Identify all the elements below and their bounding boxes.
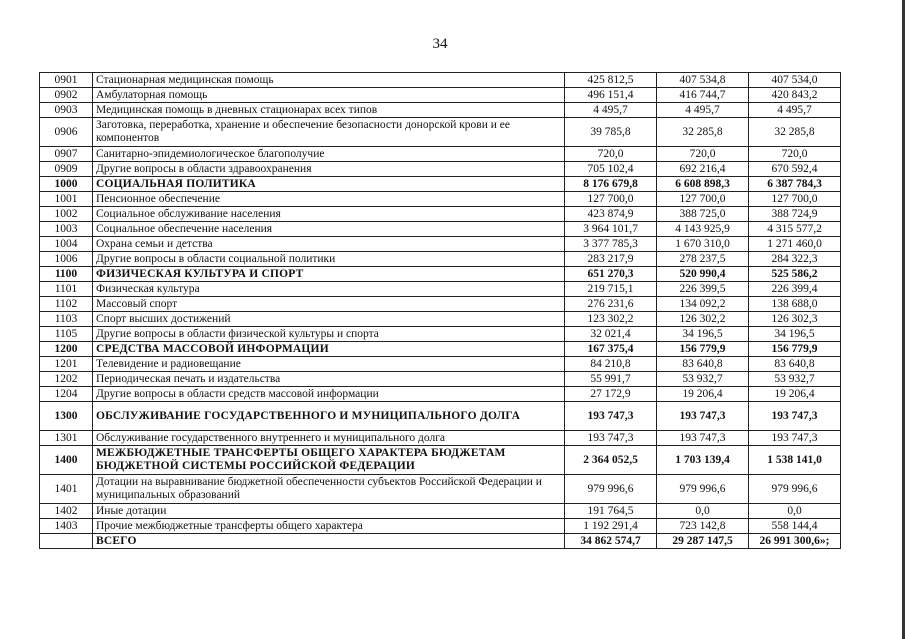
row-value-2: 416 744,7 bbox=[657, 88, 749, 103]
row-name: Телевидение и радиовещание bbox=[93, 357, 565, 372]
table-row bbox=[40, 519, 841, 534]
row-code: 0906 bbox=[40, 118, 93, 147]
row-code: 0907 bbox=[40, 147, 93, 162]
row-name: Другие вопросы в области физической культуры и спорта bbox=[93, 327, 565, 342]
row-value-3: 670 592,4 bbox=[749, 162, 841, 177]
row-code: 1300 bbox=[40, 402, 93, 431]
row-value-3: 388 724,9 bbox=[749, 207, 841, 222]
row-value-3: 0,0 bbox=[749, 504, 841, 519]
table-row bbox=[40, 534, 841, 549]
table-row bbox=[40, 357, 841, 372]
row-value-3: 19 206,4 bbox=[749, 387, 841, 402]
row-code: 1204 bbox=[40, 387, 93, 402]
row-value-2: 32 285,8 bbox=[657, 118, 749, 147]
row-value-3: 1 271 460,0 bbox=[749, 237, 841, 252]
row-value-1: 167 375,4 bbox=[565, 342, 657, 357]
budget-table-body bbox=[40, 73, 841, 549]
row-code: 1105 bbox=[40, 327, 93, 342]
table-row bbox=[40, 372, 841, 387]
row-value-2: 156 779,9 bbox=[657, 342, 749, 357]
table-row bbox=[40, 267, 841, 282]
row-name: Массовый спорт bbox=[93, 297, 565, 312]
row-name: Заготовка, переработка, хранение и обеспечение безопасности донорской крови и ее компонентов bbox=[93, 118, 565, 147]
table-row bbox=[40, 103, 841, 118]
row-value-3: 420 843,2 bbox=[749, 88, 841, 103]
row-value-2: 723 142,8 bbox=[657, 519, 749, 534]
row-value-1: 123 302,2 bbox=[565, 312, 657, 327]
row-value-1: 39 785,8 bbox=[565, 118, 657, 147]
row-value-3: 979 996,6 bbox=[749, 475, 841, 504]
row-value-2: 83 640,8 bbox=[657, 357, 749, 372]
row-value-3: 525 586,2 bbox=[749, 267, 841, 282]
row-name: СРЕДСТВА МАССОВОЙ ИНФОРМАЦИИ bbox=[93, 342, 565, 357]
table-row bbox=[40, 237, 841, 252]
row-name: Иные дотации bbox=[93, 504, 565, 519]
row-value-3: 156 779,9 bbox=[749, 342, 841, 357]
row-name: Другие вопросы в области социальной политики bbox=[93, 252, 565, 267]
row-value-2: 1 670 310,0 bbox=[657, 237, 749, 252]
row-code: 1003 bbox=[40, 222, 93, 237]
row-value-3: 226 399,4 bbox=[749, 282, 841, 297]
row-value-1: 34 862 574,7 bbox=[565, 534, 657, 549]
row-value-2: 979 996,6 bbox=[657, 475, 749, 504]
table-row bbox=[40, 177, 841, 192]
row-value-1: 423 874,9 bbox=[565, 207, 657, 222]
row-code: 1004 bbox=[40, 237, 93, 252]
table-row bbox=[40, 73, 841, 88]
table-row bbox=[40, 387, 841, 402]
row-code: 1101 bbox=[40, 282, 93, 297]
row-value-3: 4 315 577,2 bbox=[749, 222, 841, 237]
row-value-1: 3 377 785,3 bbox=[565, 237, 657, 252]
row-value-3: 6 387 784,3 bbox=[749, 177, 841, 192]
row-value-1: 4 495,7 bbox=[565, 103, 657, 118]
row-name: Другие вопросы в области средств массовой информации bbox=[93, 387, 565, 402]
row-value-1: 193 747,3 bbox=[565, 402, 657, 431]
row-value-3: 32 285,8 bbox=[749, 118, 841, 147]
row-value-2: 126 302,2 bbox=[657, 312, 749, 327]
row-value-3: 558 144,4 bbox=[749, 519, 841, 534]
table-row bbox=[40, 312, 841, 327]
budget-table bbox=[39, 72, 841, 549]
row-name: Пенсионное обеспечение bbox=[93, 192, 565, 207]
row-value-2: 193 747,3 bbox=[657, 431, 749, 446]
row-value-3: 138 688,0 bbox=[749, 297, 841, 312]
row-name: Другие вопросы в области здравоохранения bbox=[93, 162, 565, 177]
row-value-3: 4 495,7 bbox=[749, 103, 841, 118]
row-value-2: 4 143 925,9 bbox=[657, 222, 749, 237]
row-name: Дотации на выравнивание бюджетной обеспеченности субъектов Российской Федерации и муниципальных образований bbox=[93, 475, 565, 504]
row-value-3: 126 302,3 bbox=[749, 312, 841, 327]
row-name: Медицинская помощь в дневных стационарах всех типов bbox=[93, 103, 565, 118]
row-value-1: 651 270,3 bbox=[565, 267, 657, 282]
row-code: 1202 bbox=[40, 372, 93, 387]
row-value-3: 720,0 bbox=[749, 147, 841, 162]
row-name: ВСЕГО bbox=[93, 534, 565, 549]
table-row bbox=[40, 147, 841, 162]
row-value-2: 407 534,8 bbox=[657, 73, 749, 88]
row-name: Физическая культура bbox=[93, 282, 565, 297]
row-name: Периодическая печать и издательства bbox=[93, 372, 565, 387]
row-value-2: 0,0 bbox=[657, 504, 749, 519]
row-code: 1400 bbox=[40, 446, 93, 475]
row-name: Социальное обеспечение населения bbox=[93, 222, 565, 237]
table-row bbox=[40, 475, 841, 504]
row-value-3: 26 991 300,6»; bbox=[749, 534, 841, 549]
row-value-1: 27 172,9 bbox=[565, 387, 657, 402]
row-value-1: 425 812,5 bbox=[565, 73, 657, 88]
row-value-3: 83 640,8 bbox=[749, 357, 841, 372]
row-value-2: 29 287 147,5 bbox=[657, 534, 749, 549]
row-code: 1102 bbox=[40, 297, 93, 312]
row-code: 1002 bbox=[40, 207, 93, 222]
row-value-1: 2 364 052,5 bbox=[565, 446, 657, 475]
row-value-1: 979 996,6 bbox=[565, 475, 657, 504]
row-value-1: 1 192 291,4 bbox=[565, 519, 657, 534]
row-value-1: 84 210,8 bbox=[565, 357, 657, 372]
page-number: 34 bbox=[432, 36, 448, 52]
row-value-1: 193 747,3 bbox=[565, 431, 657, 446]
row-value-1: 219 715,1 bbox=[565, 282, 657, 297]
row-code: 0902 bbox=[40, 88, 93, 103]
table-row bbox=[40, 118, 841, 147]
row-name: Охрана семьи и детства bbox=[93, 237, 565, 252]
table-row bbox=[40, 342, 841, 357]
row-value-2: 127 700,0 bbox=[657, 192, 749, 207]
row-value-1: 720,0 bbox=[565, 147, 657, 162]
row-code: 1100 bbox=[40, 267, 93, 282]
row-value-2: 19 206,4 bbox=[657, 387, 749, 402]
row-name: Спорт высших достижений bbox=[93, 312, 565, 327]
row-value-2: 388 725,0 bbox=[657, 207, 749, 222]
table-row bbox=[40, 297, 841, 312]
row-value-3: 284 322,3 bbox=[749, 252, 841, 267]
table-row bbox=[40, 446, 841, 475]
row-code: 0903 bbox=[40, 103, 93, 118]
row-name: Санитарно-эпидемиологическое благополучие bbox=[93, 147, 565, 162]
table-row bbox=[40, 504, 841, 519]
row-name: Стационарная медицинская помощь bbox=[93, 73, 565, 88]
row-code: 1201 bbox=[40, 357, 93, 372]
row-value-1: 705 102,4 bbox=[565, 162, 657, 177]
row-value-1: 8 176 679,8 bbox=[565, 177, 657, 192]
row-value-1: 496 151,4 bbox=[565, 88, 657, 103]
row-code: 0901 bbox=[40, 73, 93, 88]
row-value-2: 53 932,7 bbox=[657, 372, 749, 387]
row-value-2: 520 990,4 bbox=[657, 267, 749, 282]
row-code: 1401 bbox=[40, 475, 93, 504]
row-value-1: 283 217,9 bbox=[565, 252, 657, 267]
row-value-3: 1 538 141,0 bbox=[749, 446, 841, 475]
row-value-1: 191 764,5 bbox=[565, 504, 657, 519]
row-value-2: 278 237,5 bbox=[657, 252, 749, 267]
table-row bbox=[40, 88, 841, 103]
row-name: Прочие межбюджетные трансферты общего характера bbox=[93, 519, 565, 534]
row-value-3: 34 196,5 bbox=[749, 327, 841, 342]
row-code: 1001 bbox=[40, 192, 93, 207]
row-value-2: 6 608 898,3 bbox=[657, 177, 749, 192]
row-name: СОЦИАЛЬНАЯ ПОЛИТИКА bbox=[93, 177, 565, 192]
table-row bbox=[40, 252, 841, 267]
table-row bbox=[40, 327, 841, 342]
row-value-1: 127 700,0 bbox=[565, 192, 657, 207]
row-code: 0909 bbox=[40, 162, 93, 177]
row-value-2: 34 196,5 bbox=[657, 327, 749, 342]
row-value-3: 53 932,7 bbox=[749, 372, 841, 387]
table-row bbox=[40, 402, 841, 431]
row-code: 1103 bbox=[40, 312, 93, 327]
row-name: Социальное обслуживание населения bbox=[93, 207, 565, 222]
row-value-3: 407 534,0 bbox=[749, 73, 841, 88]
table-row bbox=[40, 192, 841, 207]
row-code: 1301 bbox=[40, 431, 93, 446]
row-value-2: 1 703 139,4 bbox=[657, 446, 749, 475]
row-code: 1402 bbox=[40, 504, 93, 519]
row-value-1: 32 021,4 bbox=[565, 327, 657, 342]
row-code bbox=[40, 534, 93, 549]
row-value-3: 127 700,0 bbox=[749, 192, 841, 207]
row-code: 1006 bbox=[40, 252, 93, 267]
table-row bbox=[40, 282, 841, 297]
row-value-2: 692 216,4 bbox=[657, 162, 749, 177]
row-name: МЕЖБЮДЖЕТНЫЕ ТРАНСФЕРТЫ ОБЩЕГО ХАРАКТЕРА БЮДЖЕТАМ БЮДЖЕТНОЙ СИСТЕМЫ РОССИЙСКОЙ ФЕДЕРАЦИИ bbox=[93, 446, 565, 475]
row-value-3: 193 747,3 bbox=[749, 402, 841, 431]
row-code: 1200 bbox=[40, 342, 93, 357]
row-value-2: 193 747,3 bbox=[657, 402, 749, 431]
row-value-1: 276 231,6 bbox=[565, 297, 657, 312]
row-value-1: 55 991,7 bbox=[565, 372, 657, 387]
row-name: Обслуживание государственного внутреннего и муниципального долга bbox=[93, 431, 565, 446]
table-row bbox=[40, 207, 841, 222]
row-value-2: 720,0 bbox=[657, 147, 749, 162]
row-value-2: 134 092,2 bbox=[657, 297, 749, 312]
table-row bbox=[40, 431, 841, 446]
row-code: 1000 bbox=[40, 177, 93, 192]
row-value-3: 193 747,3 bbox=[749, 431, 841, 446]
table-row bbox=[40, 222, 841, 237]
row-name: ФИЗИЧЕСКАЯ КУЛЬТУРА И СПОРТ bbox=[93, 267, 565, 282]
row-name: ОБСЛУЖИВАНИЕ ГОСУДАРСТВЕННОГО И МУНИЦИПАЛЬНОГО ДОЛГА bbox=[93, 402, 565, 431]
table-row bbox=[40, 162, 841, 177]
row-value-2: 4 495,7 bbox=[657, 103, 749, 118]
row-value-2: 226 399,5 bbox=[657, 282, 749, 297]
row-name: Амбулаторная помощь bbox=[93, 88, 565, 103]
row-code: 1403 bbox=[40, 519, 93, 534]
row-value-1: 3 964 101,7 bbox=[565, 222, 657, 237]
